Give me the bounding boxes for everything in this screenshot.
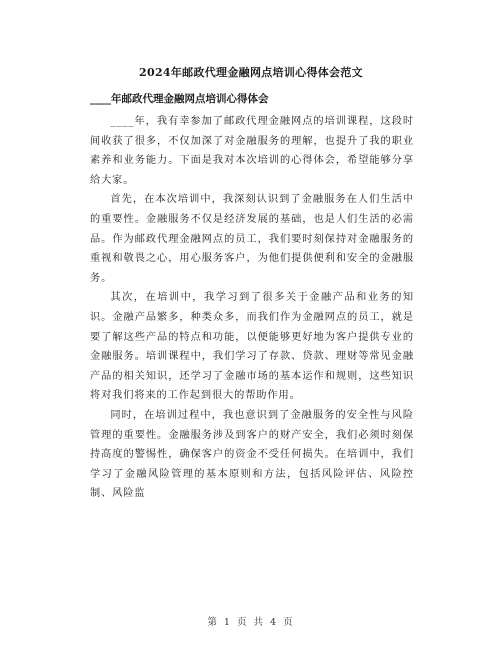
- document-body: [90, 112, 414, 504]
- document-subtitle: ____年邮政代理金融网点培训心得体会: [90, 93, 269, 105]
- document-title: 2024年邮政代理金融网点培训心得体会范文: [139, 66, 363, 79]
- page-number-footer: 第 1 页 共 4 页: [207, 617, 295, 628]
- paragraph-intro: ____年，我有幸参加了邮政代理金融网点的培训课程，这段时间收获了很多，不仅加深了对金融服务的理解，也提升了我的职业素养和业务能力。下面是我对本次培训的心得体会，希望能够分享给大家。: [90, 116, 414, 186]
- paragraph-second: 其次，在培训中，我学习到了很多关于金融产品和业务的知识。金融产品繁多，种类众多，而我们作为金融网点的员工，就是要了解这些产品的特点和功能，以便能够更好地为客户提供专业的金融服务。培训课程中，我们学习了存款、贷款、理财等常见金融产品的相关知识，还学习了金融市场的基本运作和规则，这些知识将对我们将来的工作起到很大的帮助作用。: [90, 292, 414, 402]
- paragraph-first: 首先，在本次培训中，我深刻认识到了金融服务在人们生活中的重要性。金融服务不仅是经济发展的基础，也是人们生活的必需品。作为邮政代理金融网点的员工，我们要时刻保持对金融服务的重视和敬畏之心，用心服务客户，为他们提供便利和安全的金融服务。: [90, 194, 414, 284]
- paragraph-third: 同时，在培训过程中，我也意识到了金融服务的安全性与风险管理的重要性。金融服务涉及到客户的财产安全，我们必须时刻保持高度的警惕性，确保客户的资金不受任何损失。在培训中，我们学习了金融风险管理的基本原则和方法，包括风险评估、风险控制、风险监: [90, 409, 414, 500]
